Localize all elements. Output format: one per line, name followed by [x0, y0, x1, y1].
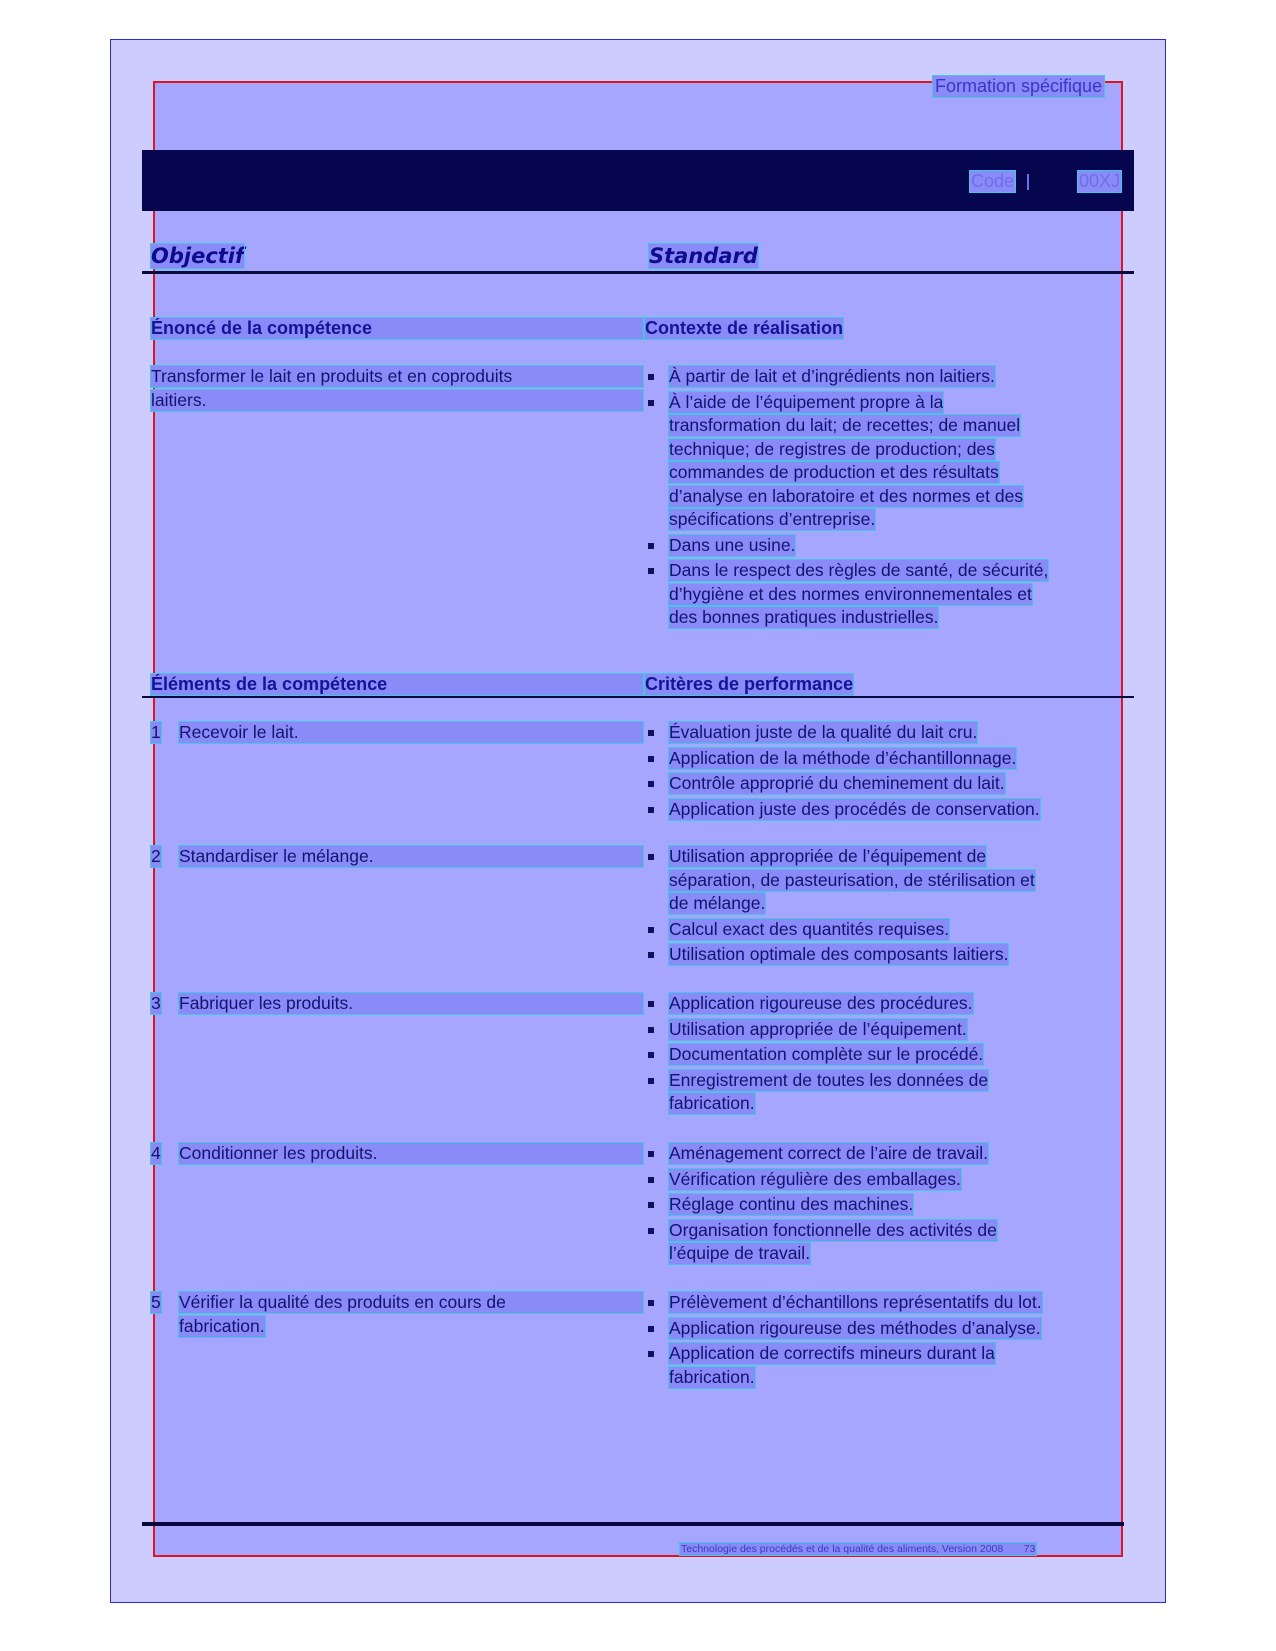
code-value: 00XJ	[1079, 171, 1121, 191]
criteria-item-line: Organisation fonctionnelle des activités de	[669, 1219, 997, 1240]
header-rule	[142, 271, 1134, 274]
criteria-item-line: Utilisation appropriée de l’équipement de	[669, 846, 987, 866]
code-label: Code	[971, 171, 1015, 191]
criteria-item-bullet	[648, 854, 654, 860]
criteria-item-bullet	[648, 1001, 654, 1007]
element-text-line: Standardiser le mélange.	[179, 846, 643, 867]
context-item-line: Dans le respect des règles de santé, de sécurité,	[669, 560, 1049, 580]
criteria-item-line: l’équipe de travail.	[669, 1243, 811, 1263]
code-separator	[1027, 174, 1029, 190]
context-item-bullet	[648, 543, 654, 549]
element-number: 3	[151, 993, 161, 1013]
criteria-item-bullet	[648, 952, 654, 958]
criteria-item-line: Enregistrement de toutes les données de	[669, 1069, 989, 1090]
criteria-item-bullet	[648, 1300, 654, 1306]
column-title-standard: Standard	[649, 244, 758, 268]
competence-text-line: Transformer le lait en produits et en coproduits	[151, 366, 643, 387]
criteria-item-line: de mélange.	[669, 893, 766, 913]
criteria-item-line: Documentation complète sur le procédé.	[669, 1044, 984, 1064]
context-item-line: d’analyse en laboratoire et des normes et des	[669, 485, 1024, 506]
page-number: 73	[1023, 1543, 1036, 1555]
context-item-line: À l’aide de l’équipement propre à la	[669, 391, 944, 412]
element-text-line: Conditionner les produits.	[179, 1143, 643, 1164]
context-item-line: commandes de production et des résultats	[669, 462, 999, 482]
criteria-item-bullet	[648, 1177, 654, 1183]
competence-text-line: laitiers.	[151, 390, 643, 411]
context-item-line: des bonnes pratiques industrielles.	[669, 607, 939, 627]
context-item-line: Dans une usine.	[669, 534, 796, 555]
criteria-item-bullet	[648, 1052, 654, 1058]
criteria-item-line: Réglage continu des machines.	[669, 1194, 914, 1214]
criteria-item-line: Application rigoureuse des méthodes d’analyse.	[669, 1317, 1041, 1338]
criteria-item-bullet	[648, 1078, 654, 1084]
criteria-item-bullet	[648, 756, 654, 762]
context-item-line: technique; de registres de production; des	[669, 438, 995, 459]
context-item-line: spécifications d’entreprise.	[669, 509, 876, 529]
element-text-line: Fabriquer les produits.	[179, 993, 643, 1014]
criteria-item-line: Application juste des procédés de conservation.	[669, 798, 1040, 819]
criteria-item-bullet	[648, 807, 654, 813]
criteria-item-bullet	[648, 1151, 654, 1157]
context-item-line: transformation du lait; de recettes; de manuel	[669, 415, 1021, 435]
criteria-item-line: Application de correctifs mineurs durant la	[669, 1343, 995, 1363]
criteria-item-line: Évaluation juste de la qualité du lait cru.	[669, 722, 978, 742]
criteria-item-line: séparation, de pasteurisation, de stérilisation et	[669, 869, 1035, 890]
context-item-line: d’hygiène et des normes environnementales et	[669, 583, 1032, 604]
context-item-bullet	[648, 374, 654, 380]
context-item-line: À partir de lait et d’ingrédients non laitiers.	[669, 366, 995, 386]
criteria-item-line: Calcul exact des quantités requises.	[669, 918, 950, 939]
criteria-item-bullet	[648, 1202, 654, 1208]
criteria-item-bullet	[648, 730, 654, 736]
criteria-item-line: Prélèvement d’échantillons représentatifs du lot.	[669, 1292, 1042, 1312]
element-number: 5	[151, 1292, 161, 1312]
footer-rule	[142, 1522, 1124, 1526]
criteria-item-line: Utilisation appropriée de l’équipement.	[669, 1018, 967, 1039]
criteria-item-line: Aménagement correct de l’aire de travail.	[669, 1143, 989, 1163]
criteria-item-bullet	[648, 1027, 654, 1033]
footer-text: Technologie des procédés et de la qualité des aliments, Version 2008	[681, 1543, 1004, 1555]
criteria-item-line: Contrôle approprié du cheminement du lait.	[669, 773, 1005, 793]
criteria-item-line: fabrication.	[669, 1366, 755, 1387]
context-item-bullet	[648, 568, 654, 574]
criteria-item-bullet	[648, 781, 654, 787]
criteria-item-line: Application rigoureuse des procédures.	[669, 993, 973, 1013]
context-item-bullet	[648, 400, 654, 406]
criteria-item-line: Vérification régulière des emballages.	[669, 1168, 961, 1189]
criteria-item-line: Application de la méthode d’échantillonnage.	[669, 747, 1017, 768]
criteria-item-bullet	[648, 1228, 654, 1234]
column-title-objectif: Objectif	[151, 244, 245, 268]
criteria-heading: Critères de performance	[645, 674, 854, 694]
elements-heading: Éléments de la compétence	[151, 674, 643, 695]
header-label: Formation spécifique	[935, 76, 1103, 96]
element-text-line: Vérifier la qualité des produits en cours de	[179, 1292, 643, 1313]
criteria-item-line: fabrication.	[669, 1093, 755, 1113]
element-text-line: Recevoir le lait.	[179, 722, 643, 743]
competence-heading: Énoncé de la compétence	[151, 318, 643, 339]
element-number: 2	[151, 846, 161, 866]
element-text-line: fabrication.	[179, 1316, 265, 1336]
element-number: 1	[151, 722, 161, 742]
context-heading: Contexte de réalisation	[645, 318, 844, 338]
criteria-item-line: Utilisation optimale des composants laitiers.	[669, 944, 1009, 964]
footer	[680, 1543, 1036, 1555]
element-number: 4	[151, 1143, 161, 1163]
criteria-item-bullet	[648, 927, 654, 933]
elements-rule	[142, 696, 1134, 698]
criteria-item-bullet	[648, 1326, 654, 1332]
criteria-item-bullet	[648, 1351, 654, 1357]
